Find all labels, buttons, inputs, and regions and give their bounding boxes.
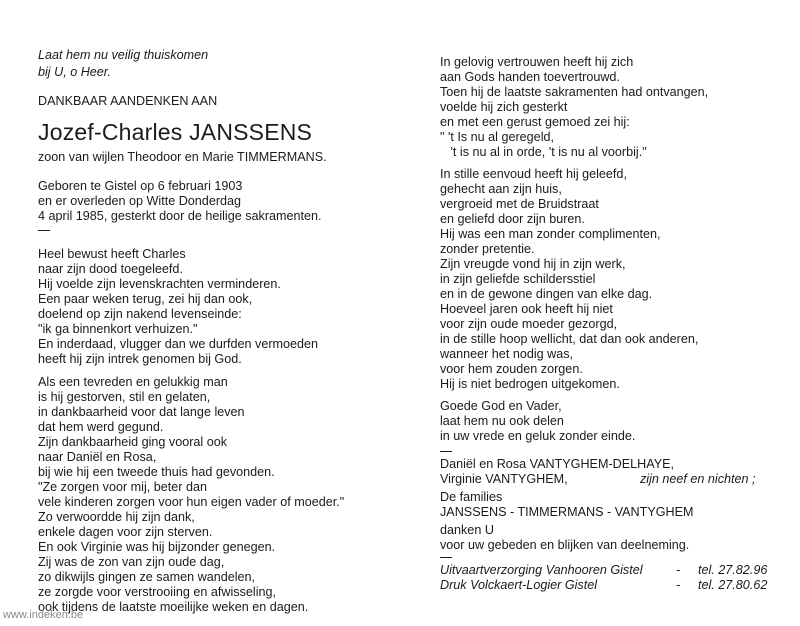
- poem-line: zonder pretentie.: [440, 242, 535, 256]
- divider: [440, 557, 452, 558]
- motto-line: bij U, o Heer.: [38, 65, 112, 79]
- dates-line: 4 april 1985, gesterkt door de heilige sakramenten.: [38, 209, 322, 223]
- poem-line: Hij was een man zonder complimenten,: [440, 227, 661, 241]
- poem-line: aan Gods handen toevertrouwd.: [440, 70, 620, 84]
- memorial-heading: DANKBAAR AANDENKEN AAN: [38, 94, 218, 108]
- family-line: Virginie VANTYGHEM,: [440, 472, 568, 486]
- poem-line: en geliefd door zijn buren.: [440, 212, 585, 226]
- poem-line: Een paar weken terug, zei hij dan ook,: [38, 292, 253, 306]
- credit-separator: -: [676, 563, 681, 577]
- poem-line: Zij was de zon van zijn oude dag,: [38, 555, 225, 569]
- poem-line: is hij gestorven, stil en gelaten,: [38, 390, 211, 404]
- credit-phone: tel. 27.82.96: [698, 563, 768, 577]
- poem-line: naar Daniël en Rosa,: [38, 450, 157, 464]
- poem-line: voor zijn oude moeder gezorgd,: [440, 317, 618, 331]
- poem-line: "ik ga binnenkort verhuizen.": [38, 322, 198, 336]
- credit-label: Druk Volckaert-Logier Gistel: [440, 578, 598, 592]
- prayer-line: in uw vrede en geluk zonder einde.: [440, 429, 636, 443]
- poem-line: voelde hij zich gesterkt: [440, 100, 568, 114]
- credit-phone: tel. 27.80.62: [698, 578, 768, 592]
- poem-line: In stille eenvoud heeft hij geleefd,: [440, 167, 627, 181]
- poem-line: enkele dagen voor zijn sterven.: [38, 525, 213, 539]
- dates-line: en er overleden op Witte Donderdag: [38, 194, 242, 208]
- poem-line: En ook Virginie was hij bijzonder genegen.: [38, 540, 276, 554]
- prayer-line: laat hem nu ook delen: [440, 414, 564, 428]
- poem-line: vergroeid met de Bruidstraat: [440, 197, 599, 211]
- divider: [38, 230, 50, 231]
- poem-line: " 't Is nu al geregeld,: [440, 130, 554, 144]
- poem-line: Hij is niet bedrogen uitgekomen.: [440, 377, 620, 391]
- poem-line: voor hem zouden zorgen.: [440, 362, 583, 376]
- motto-line: Laat hem nu veilig thuiskomen: [38, 48, 209, 62]
- credit-label: Uitvaartverzorging Vanhooren Gistel: [440, 563, 643, 577]
- poem-line: gehecht aan zijn huis,: [440, 182, 562, 196]
- parents-line: zoon van wijlen Theodoor en Marie TIMMERMANS.: [38, 150, 327, 164]
- poem-line: in zijn geliefde schildersstiel: [440, 272, 596, 286]
- poem-line: in de stille hoop wellicht, dat dan ook anderen,: [440, 332, 699, 346]
- poem-line: Toen hij de laatste sakramenten had ontvangen,: [440, 85, 709, 99]
- poem-line: bij wie hij een tweede thuis had gevonden.: [38, 465, 275, 479]
- watermark: www.indeken.be: [3, 609, 84, 621]
- poem-line: Hij voelde zijn levenskrachten verminderen.: [38, 277, 281, 291]
- poem-line: naar zijn dood toegeleefd.: [38, 262, 183, 276]
- divider: [440, 451, 452, 452]
- dates-line: Geboren te Gistel op 6 februari 1903: [38, 179, 243, 193]
- families-label: De families: [440, 490, 503, 504]
- poem-line: "Ze zorgen voor mij, beter dan: [38, 480, 207, 494]
- poem-line: doelend op zijn nakend levenseinde:: [38, 307, 242, 321]
- poem-line: en in de gewone dingen van elke dag.: [440, 287, 653, 301]
- deceased-name: Jozef-Charles JANSSENS: [38, 119, 313, 145]
- families-names: JANSSENS - TIMMERMANS - VANTYGHEM: [440, 505, 694, 519]
- poem-line: Zo verwoordde hij zijn dank,: [38, 510, 195, 524]
- poem-line: heeft hij zijn intrek genomen bij God.: [38, 352, 242, 366]
- thanks-line: voor uw gebeden en blijken van deelneming.: [440, 538, 690, 552]
- poem-line: 't is nu al in orde, 't is nu al voorbij.": [440, 145, 647, 159]
- poem-line: dat hem werd gegund.: [38, 420, 164, 434]
- poem-line: Zijn vreugde vond hij in zijn werk,: [440, 257, 626, 271]
- poem-line: in dankbaarheid voor dat lange leven: [38, 405, 245, 419]
- poem-line: Zijn dankbaarheid ging vooral ook: [38, 435, 228, 449]
- poem-line: In gelovig vertrouwen heeft hij zich: [440, 55, 634, 69]
- poem-line: En inderdaad, vlugger dan we durfden vermoeden: [38, 337, 319, 351]
- poem-line: Als een tevreden en gelukkig man: [38, 375, 228, 389]
- poem-line: Heel bewust heeft Charles: [38, 247, 186, 261]
- credit-separator: -: [676, 578, 681, 592]
- poem-line: Hoeveel jaren ook heeft hij niet: [440, 302, 613, 316]
- poem-line: en met een gerust gemoed zei hij:: [440, 115, 630, 129]
- family-relation: zijn neef en nichten ;: [640, 472, 756, 486]
- poem-line: vele kinderen zorgen voor hun eigen vader of moeder.": [38, 495, 345, 509]
- poem-line: wanneer het nodig was,: [440, 347, 574, 361]
- prayer-line: Goede God en Vader,: [440, 399, 562, 413]
- poem-line: ze zorgde voor verstrooiing en afwisseling,: [38, 585, 277, 599]
- poem-line: zo dikwijls gingen ze samen wandelen,: [38, 570, 256, 584]
- thanks-label: danken U: [440, 523, 494, 537]
- poem-line: ook tijdens de laatste moeilijke weken en dagen.: [38, 600, 309, 614]
- family-line: Daniël en Rosa VANTYGHEM-DELHAYE,: [440, 457, 674, 471]
